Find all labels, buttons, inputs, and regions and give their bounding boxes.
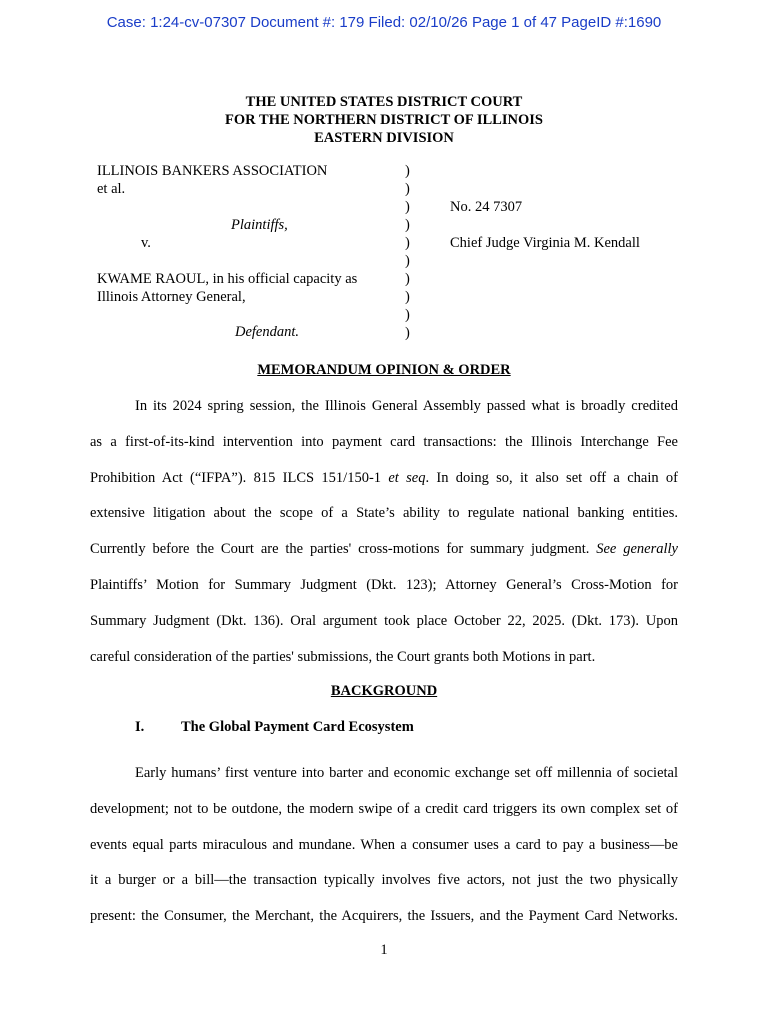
judge-name: Chief Judge Virginia M. Kendall bbox=[450, 235, 640, 251]
caption-paren: ) bbox=[405, 253, 410, 269]
text-line: as a first-of-its-kind intervention into payment card transactions: the Illinois Interchange Fee bbox=[90, 433, 678, 450]
court-heading-line: FOR THE NORTHERN DISTRICT OF ILLINOIS bbox=[225, 112, 543, 128]
italic-run: See generally bbox=[596, 541, 678, 558]
text-line: Plaintiffs’ Motion for Summary Judgment (Dkt. 123); Attorney General’s Cross-Motion for bbox=[90, 576, 678, 593]
background-heading: BACKGROUND bbox=[330, 683, 438, 699]
defendant-name: KWAME RAOUL, in his official capacity as bbox=[97, 271, 358, 287]
defendant-label-text: Defendant. bbox=[235, 324, 300, 340]
text-line: Early humans’ first venture into barter and economic exchange set off millennia of societal bbox=[135, 765, 678, 781]
caption-paren: ) bbox=[405, 163, 410, 179]
text-run: Prohibition Act (“IFPA”). 815 ILCS 151/150-1 bbox=[90, 469, 389, 486]
plaintiffs-label-text: Plaintiffs, bbox=[231, 217, 288, 233]
plaintiff-name: ILLINOIS BANKERS ASSOCIATION bbox=[97, 163, 328, 179]
italic-run: et seq bbox=[388, 469, 426, 486]
caption-paren: ) bbox=[405, 235, 410, 251]
text-line: events equal parts miraculous and mundane. When a consumer uses a card to pay a business—be bbox=[90, 836, 678, 853]
caption-paren-column bbox=[405, 162, 410, 342]
page-number: 1 bbox=[380, 942, 388, 958]
document-title: MEMORANDUM OPINION & ORDER bbox=[257, 362, 511, 378]
body-paragraph bbox=[90, 756, 678, 935]
text-line: development; not to be outdone, the modern swipe of a credit card triggers its own complex set of bbox=[90, 800, 678, 817]
case-number: No. 24 7307 bbox=[450, 199, 523, 215]
section-heading bbox=[135, 719, 414, 736]
text-run: . In doing so, it also set off a chain of bbox=[425, 469, 678, 486]
plaintiffs-label bbox=[231, 216, 288, 234]
text-run: Currently before the Court are the parties' cross-motions for summary judgment. bbox=[90, 541, 597, 558]
caption-paren: ) bbox=[405, 199, 410, 215]
text-line bbox=[90, 532, 678, 568]
text-line: extensive litigation about the scope of a State’s ability to regulate national banking entities. bbox=[90, 505, 678, 522]
court-heading-line: THE UNITED STATES DISTRICT COURT bbox=[245, 94, 523, 110]
case-header-stamp: Case: 1:24-cv-07307 Document #: 179 Filed: 02/10/26 Page 1 of 47 PageID #:1690 bbox=[106, 14, 662, 31]
caption-paren: ) bbox=[405, 271, 410, 287]
intro-paragraph bbox=[90, 389, 678, 675]
caption-paren: ) bbox=[405, 289, 410, 305]
versus-label: v. bbox=[141, 235, 151, 251]
defendant-label bbox=[235, 323, 299, 341]
section-title: The Global Payment Card Ecosystem bbox=[181, 719, 414, 735]
text-line: present: the Consumer, the Merchant, the Acquirers, the Issuers, and the Payment Card Networks. bbox=[90, 908, 678, 925]
text-line bbox=[90, 461, 678, 497]
section-number: I. bbox=[135, 719, 145, 735]
caption-paren: ) bbox=[405, 217, 410, 233]
text-line: In its 2024 spring session, the Illinois General Assembly passed what is broadly credited bbox=[135, 398, 678, 414]
text-line: Summary Judgment (Dkt. 136). Oral argument took place October 22, 2025. (Dkt. 173). Upon bbox=[90, 612, 678, 629]
caption-paren: ) bbox=[405, 307, 410, 323]
court-heading bbox=[0, 93, 768, 147]
plaintiff-et-al: et al. bbox=[97, 181, 126, 197]
caption-paren: ) bbox=[405, 325, 410, 341]
caption-paren: ) bbox=[405, 181, 410, 197]
defendant-title: Illinois Attorney General, bbox=[97, 289, 246, 305]
text-line: careful consideration of the parties' submissions, the Court grants both Motions in part. bbox=[90, 648, 596, 665]
court-heading-line: EASTERN DIVISION bbox=[314, 130, 454, 146]
text-line: it a burger or a bill—the transaction typically involves five actors, not just the two physically bbox=[90, 872, 678, 889]
